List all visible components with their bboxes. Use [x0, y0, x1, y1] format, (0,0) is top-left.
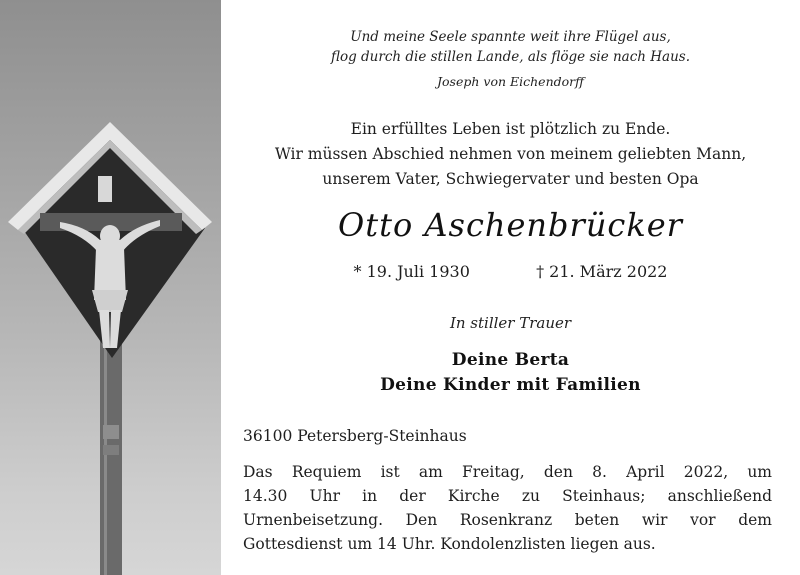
mourning-phrase: In stiller Trauer — [449, 314, 572, 332]
requiem-notice — [243, 460, 772, 556]
requiem-line-4: Gottesdienst um 14 Uhr. Kondolenzlisten liegen aus. — [243, 535, 656, 553]
requiem-line-2: 14.30 Uhr in der Kirche zu Steinhaus; anschließend — [243, 487, 772, 505]
poem-line-1: Und meine Seele spannte weit ihre Flügel aus, — [350, 29, 671, 45]
mourner-line-2: Deine Kinder mit Familien — [380, 375, 641, 395]
requiem-line-1: Das Requiem ist am Freitag, den 8. April 2022, um — [243, 463, 772, 481]
inri-plate — [98, 176, 112, 202]
location: 36100 Petersberg-Steinhaus — [243, 427, 467, 445]
life-dates — [221, 262, 800, 281]
post-plate-1 — [103, 425, 119, 439]
mourner-line-1: Deine Berta — [451, 350, 570, 370]
crucifix-illustration — [0, 0, 221, 575]
deceased-name: Otto Aschenbrücker — [338, 206, 683, 244]
death-date: † 21. März 2022 — [536, 262, 668, 281]
birth-date: * 19. Juli 1930 — [353, 262, 470, 281]
obituary-text — [221, 0, 800, 575]
intro-line-2: Wir müssen Abschied nehmen von meinem geliebten Mann, — [274, 145, 747, 163]
requiem-line-3: Urnenbeisetzung. Den Rosenkranz beten wir vor dem — [243, 511, 772, 529]
post-plate-2 — [103, 445, 119, 455]
wayside-cross-photo — [0, 0, 221, 575]
poem-author: Joseph von Eichendorff — [437, 74, 584, 89]
intro-line-1: Ein erfülltes Leben ist plötzlich zu Ende. — [350, 120, 671, 138]
intro-line-3: unserem Vater, Schwiegervater und besten Opa — [322, 170, 699, 188]
poem-line-2: flog durch die stillen Lande, als flöge sie nach Haus. — [330, 49, 691, 65]
